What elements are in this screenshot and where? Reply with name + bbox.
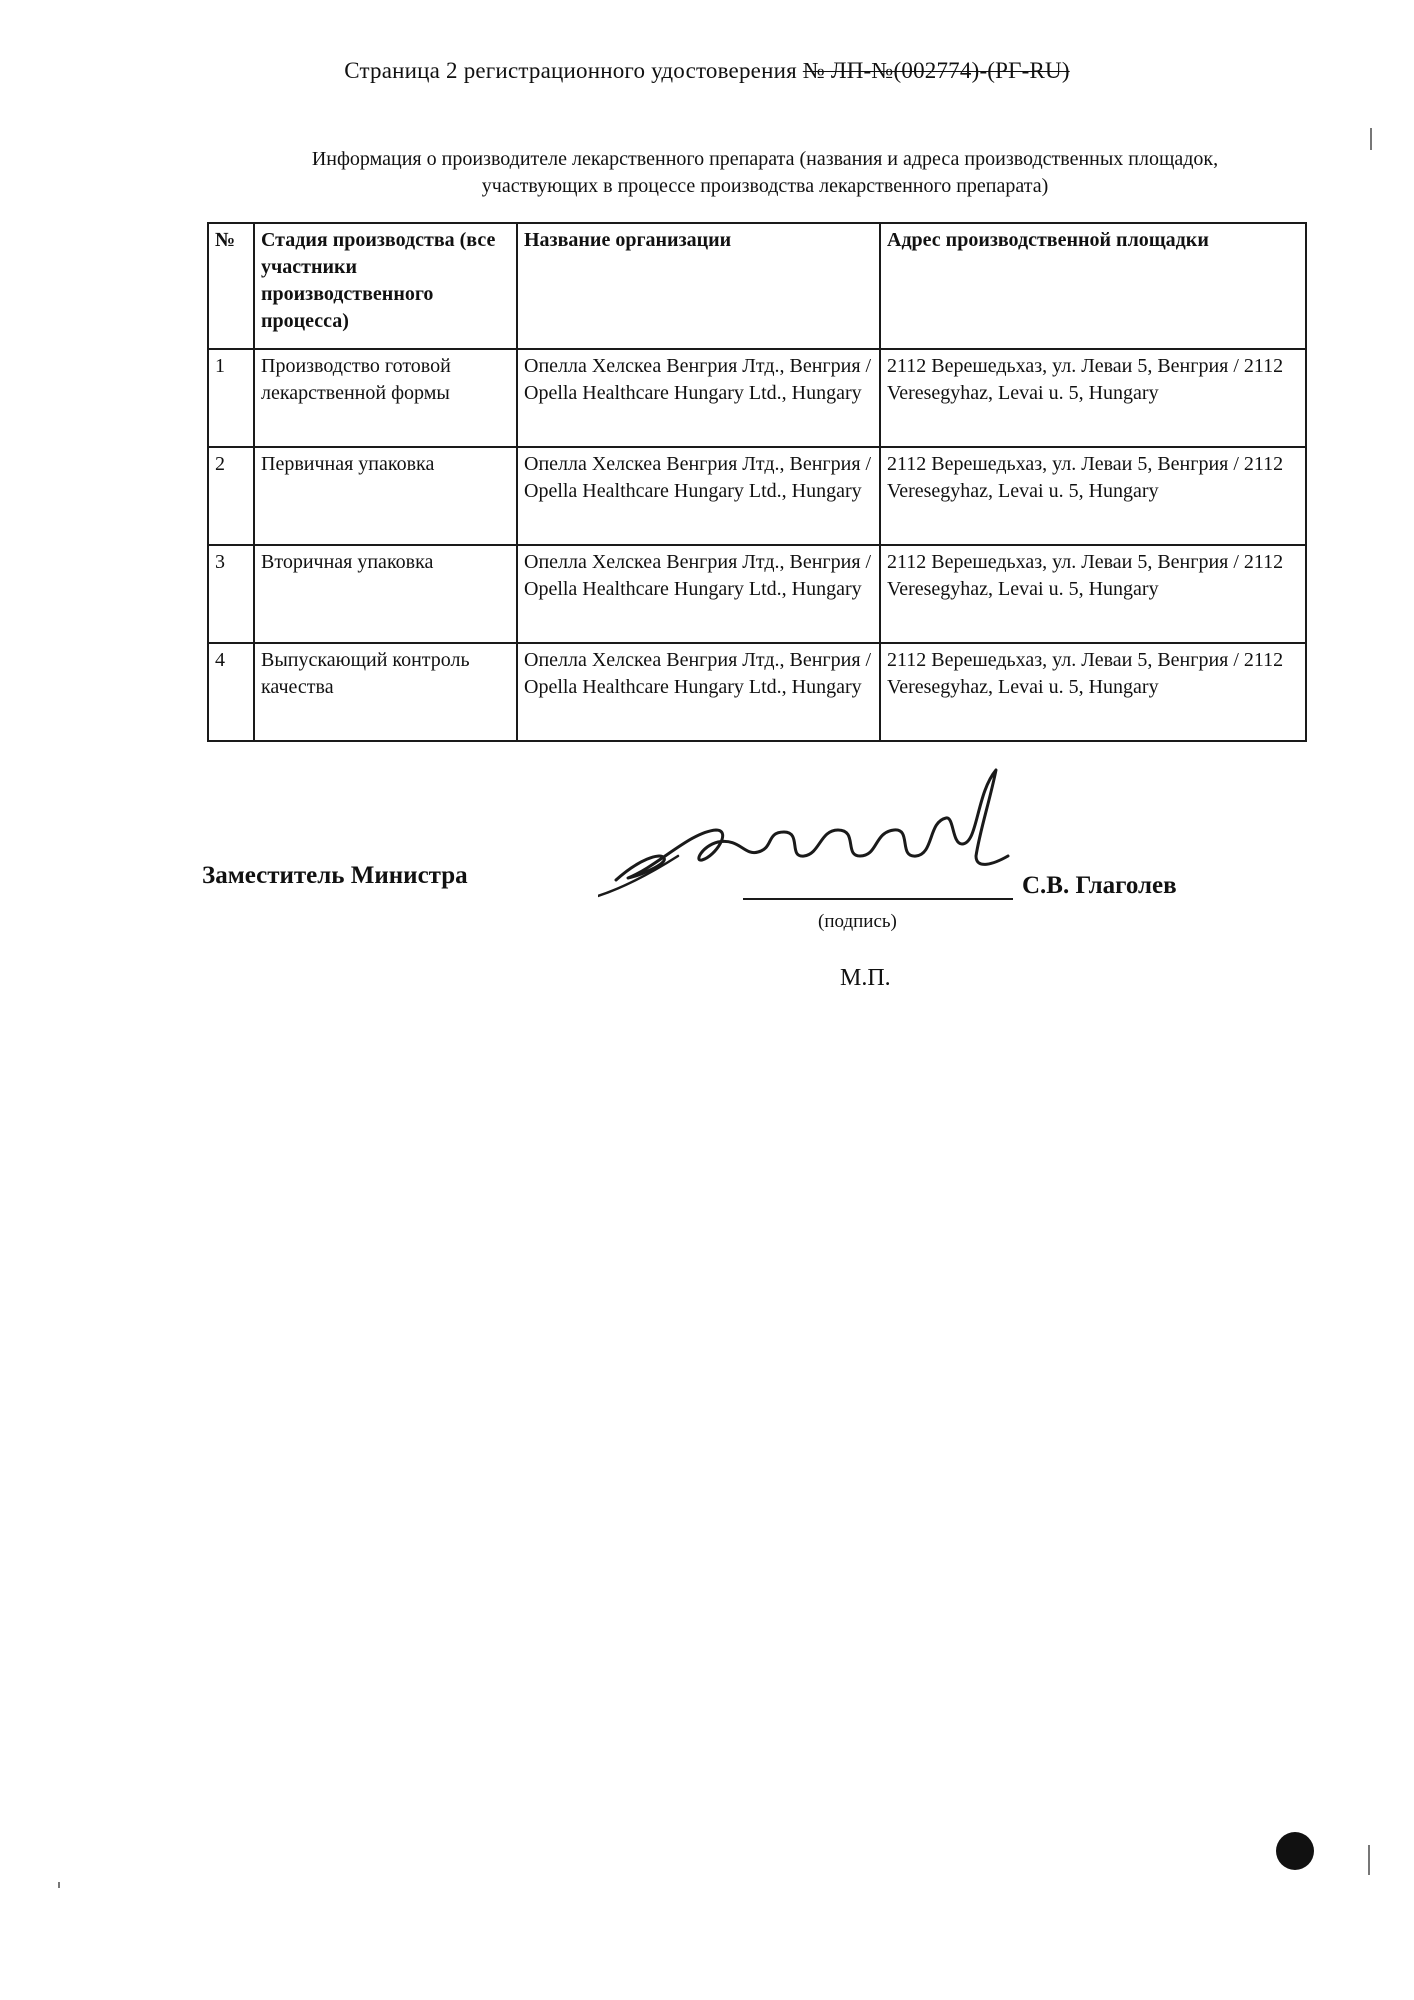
row-number: 1 — [208, 349, 254, 447]
manufacturer-table — [207, 222, 1307, 742]
scan-speck — [1370, 128, 1372, 150]
row-number: 4 — [208, 643, 254, 741]
header-site-address: Адрес производственной площадки — [880, 223, 1306, 349]
handwritten-signature-icon — [598, 760, 1048, 900]
row-organization-name: Опелла Хелскеа Венгрия Лтд., Венгрия / Opella Healthcare Hungary Ltd., Hungary — [517, 447, 880, 545]
table-row — [208, 643, 1306, 741]
row-organization-name: Опелла Хелскеа Венгрия Лтд., Венгрия / Opella Healthcare Hungary Ltd., Hungary — [517, 349, 880, 447]
row-production-stage: Производство готовой лекарственной формы — [254, 349, 517, 447]
header-production-stage: Стадия производства (все участники производственного процесса) — [254, 223, 517, 349]
table-row — [208, 349, 1306, 447]
table-row — [208, 447, 1306, 545]
row-production-stage: Выпускающий контроль качества — [254, 643, 517, 741]
row-site-address: 2112 Верешедьхаз, ул. Леваи 5, Венгрия / 2112 Veresegyhaz, Levai u. 5, Hungary — [880, 447, 1306, 545]
row-site-address: 2112 Верешедьхаз, ул. Леваи 5, Венгрия / 2112 Veresegyhaz, Levai u. 5, Hungary — [880, 349, 1306, 447]
scan-speck — [1368, 1845, 1370, 1875]
signature-line — [743, 898, 1013, 900]
row-site-address: 2112 Верешедьхаз, ул. Леваи 5, Венгрия / 2112 Veresegyhaz, Levai u. 5, Hungary — [880, 545, 1306, 643]
table-caption-line-1: Информация о производителе лекарственного препарата (названия и адреса производственных площадок, — [311, 148, 1219, 170]
row-organization-name: Опелла Хелскеа Венгрия Лтд., Венгрия / Opella Healthcare Hungary Ltd., Hungary — [517, 643, 880, 741]
table-caption-line-2: участвующих в процессе производства лекарственного препарата) — [481, 175, 1049, 197]
row-organization-name: Опелла Хелскеа Венгрия Лтд., Венгрия / Opella Healthcare Hungary Ltd., Hungary — [517, 545, 880, 643]
signature-caption: (подпись) — [818, 911, 897, 932]
signer-name: С.В. Глаголев — [1022, 872, 1177, 899]
row-number: 2 — [208, 447, 254, 545]
row-production-stage: Первичная упаковка — [254, 447, 517, 545]
page-header-prefix: Страница 2 регистрационного удостоверения — [344, 58, 803, 83]
registration-number: № ЛП-№(002774)-(РГ-RU) — [802, 58, 1070, 83]
row-production-stage: Вторичная упаковка — [254, 545, 517, 643]
row-number: 3 — [208, 545, 254, 643]
stamp-place-label: М.П. — [840, 965, 891, 991]
row-site-address: 2112 Верешедьхаз, ул. Леваи 5, Венгрия / 2112 Veresegyhaz, Levai u. 5, Hungary — [880, 643, 1306, 741]
table-header-row — [208, 223, 1306, 349]
table-caption — [200, 146, 1330, 200]
table-row — [208, 545, 1306, 643]
page-header — [0, 58, 1414, 84]
header-number: № — [208, 223, 254, 349]
header-organization-name: Название организации — [517, 223, 880, 349]
scan-speck — [58, 1882, 60, 1888]
signer-title: Заместитель Министра — [202, 862, 468, 889]
scan-hole-mark — [1276, 1832, 1314, 1870]
